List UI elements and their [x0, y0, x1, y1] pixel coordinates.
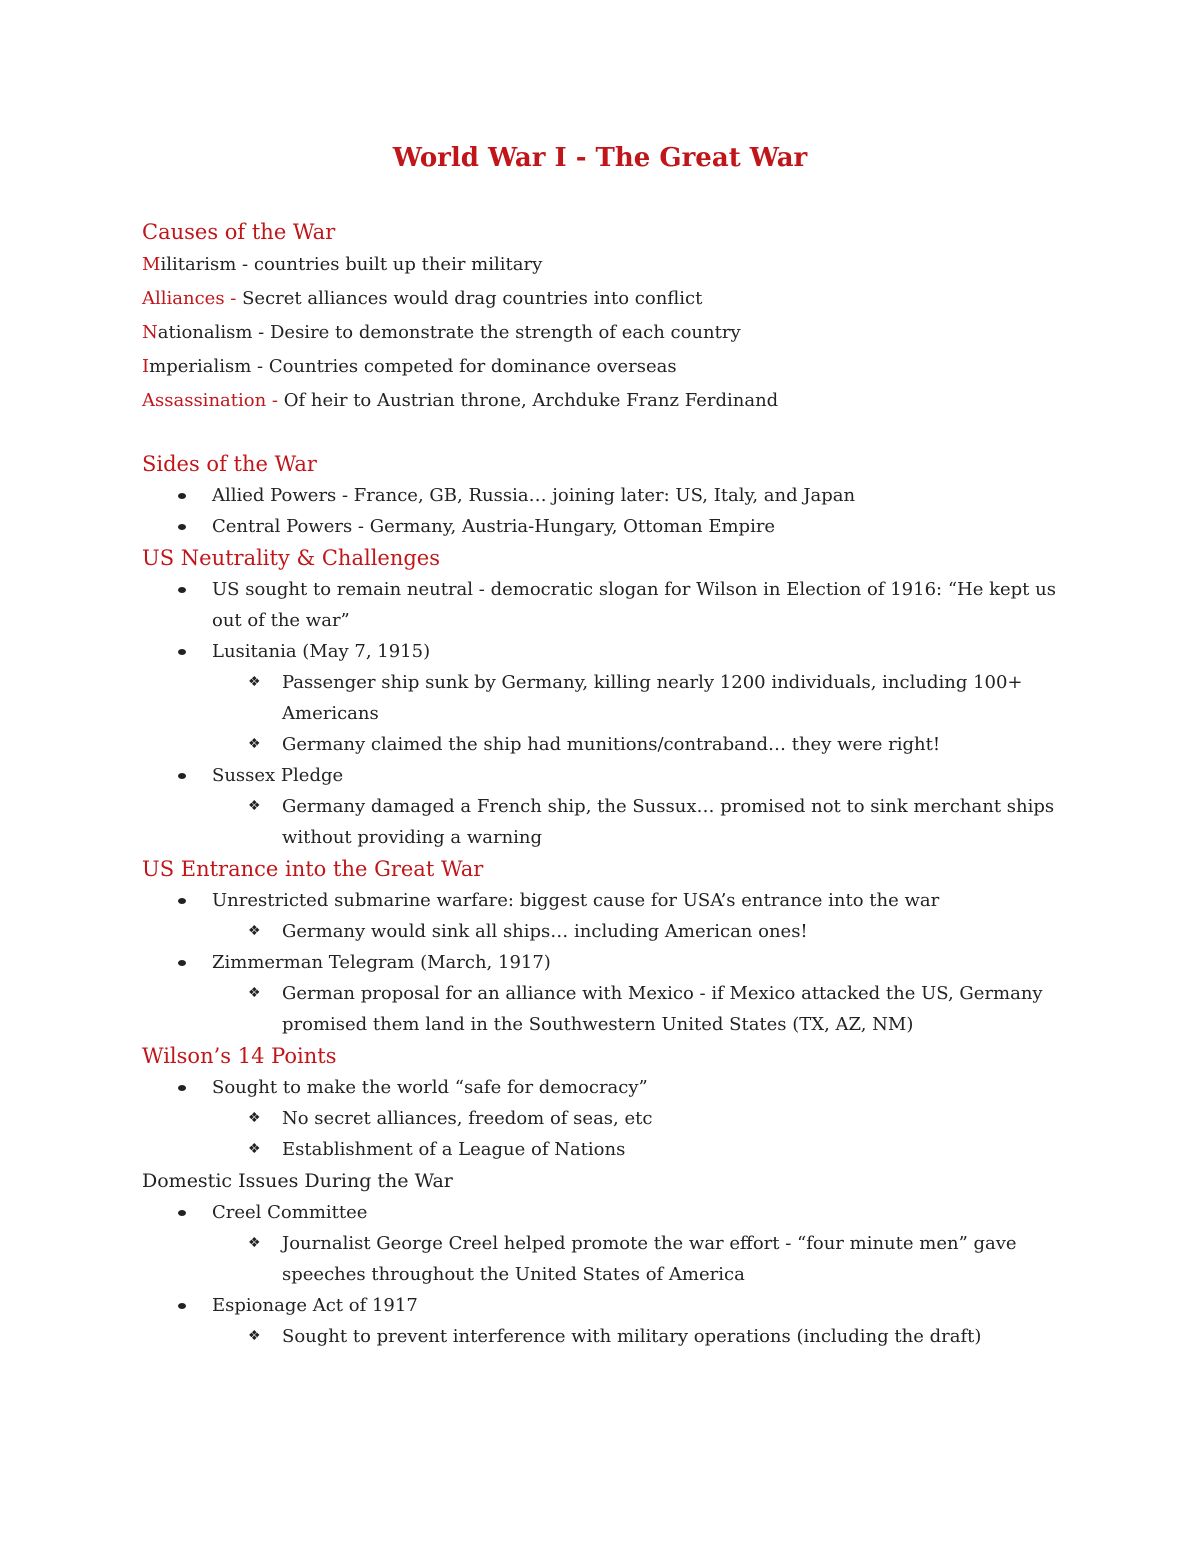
- bullet-icon: [178, 1210, 186, 1216]
- cause-assassination: Assassination - Of heir to Austrian throne, Archduke Franz Ferdinand: [142, 390, 779, 411]
- diamond-bullet-icon: ❖: [248, 1235, 261, 1251]
- sides-heading: Sides of the War: [142, 452, 317, 476]
- list-item: Sought to make the world “safe for democracy” ❖ No secret alliances, freedom of seas, etc ❖ Establishment of a League of Nations: [142, 1072, 1062, 1165]
- domestic-heading: Domestic Issues During the War: [142, 1170, 453, 1192]
- bullet-icon: [178, 493, 186, 499]
- sub-list-item: ❖ Passenger ship sunk by Germany, killing nearly 1200 individuals, including 100+ Americans: [212, 667, 1062, 729]
- sub-list-item: ❖ Sought to prevent interference with military operations (including the draft): [212, 1321, 1062, 1352]
- list-item: Creel Committee ❖ Journalist George Creel helped promote the war effort - “four minute men” gave speeches throughout the United States of America: [142, 1197, 1062, 1290]
- bullet-icon: [178, 1085, 186, 1091]
- list-item: Zimmerman Telegram (March, 1917) ❖ German proposal for an alliance with Mexico - if Mexico attacked the US, Germany promised them land in the Southwestern United States (TX, AZ, NM): [142, 947, 1062, 1040]
- diamond-bullet-icon: ❖: [248, 798, 261, 814]
- sub-list-item: ❖ Establishment of a League of Nations: [212, 1134, 1062, 1165]
- sub-list-item: ❖ No secret alliances, freedom of seas, etc: [212, 1103, 1062, 1134]
- bullet-icon: [178, 524, 186, 530]
- bullet-icon: [178, 649, 186, 655]
- bullet-icon: [178, 898, 186, 904]
- domestic-section: [142, 1165, 1062, 1352]
- list-item: US sought to remain neutral - democratic slogan for Wilson in Election of 1916: “He kept us out of the war”: [142, 574, 1062, 636]
- diamond-bullet-icon: ❖: [248, 1328, 261, 1344]
- cause-militarism: Militarism - countries built up their military: [142, 254, 543, 275]
- diamond-bullet-icon: ❖: [248, 1110, 261, 1126]
- sub-list-item: ❖ Germany would sink all ships… including American ones!: [212, 916, 1062, 947]
- document-page: [142, 140, 1062, 1352]
- list-item: Sussex Pledge ❖ Germany damaged a French ship, the Sussux… promised not to sink merchant ships without providing a warning: [142, 760, 1062, 853]
- list-item: Central Powers - Germany, Austria-Hungary, Ottoman Empire: [142, 511, 1062, 542]
- diamond-bullet-icon: ❖: [248, 923, 261, 939]
- diamond-bullet-icon: ❖: [248, 736, 261, 752]
- list-item: Espionage Act of 1917 ❖ Sought to prevent interference with military operations (including the draft): [142, 1290, 1062, 1352]
- list-item: Allied Powers - France, GB, Russia… joining later: US, Italy, and Japan: [142, 480, 1062, 511]
- bullet-icon: [178, 587, 186, 593]
- list-item: Lusitania (May 7, 1915) ❖ Passenger ship sunk by Germany, killing nearly 1200 individuals, including 100+ Americans ❖ Germany claimed the ship had munitions/contraband… they were right!: [142, 636, 1062, 760]
- diamond-bullet-icon: ❖: [248, 674, 261, 690]
- entrance-section: [142, 853, 1062, 1040]
- points-section: [142, 1040, 1062, 1165]
- bullet-icon: [178, 960, 186, 966]
- diamond-bullet-icon: ❖: [248, 1141, 261, 1157]
- sub-list-item: ❖ Germany claimed the ship had munitions/contraband… they were right!: [212, 729, 1062, 760]
- neutrality-heading: US Neutrality & Challenges: [142, 546, 441, 570]
- sides-section: [142, 448, 1062, 542]
- diamond-bullet-icon: ❖: [248, 985, 261, 1001]
- cause-imperialism: Imperialism - Countries competed for dominance overseas: [142, 356, 677, 377]
- sub-list-item: ❖ Journalist George Creel helped promote the war effort - “four minute men” gave speeches throughout the United States of America: [212, 1228, 1062, 1290]
- list-item: Unrestricted submarine warfare: biggest cause for USA’s entrance into the war ❖ Germany would sink all ships… including American ones!: [142, 885, 1062, 947]
- bullet-icon: [178, 1303, 186, 1309]
- entrance-heading: US Entrance into the Great War: [142, 857, 484, 881]
- cause-alliances: Alliances - Secret alliances would drag countries into conflict: [142, 288, 703, 309]
- sub-list-item: ❖ Germany damaged a French ship, the Sussux… promised not to sink merchant ships without providing a warning: [212, 791, 1062, 853]
- neutrality-section: [142, 542, 1062, 853]
- document-title: World War I - The Great War: [392, 143, 808, 173]
- causes-heading: Causes of the War: [142, 220, 336, 244]
- sub-list-item: ❖ German proposal for an alliance with Mexico - if Mexico attacked the US, Germany promised them land in the Southwestern United States (TX, AZ, NM): [212, 978, 1062, 1040]
- cause-nationalism: Nationalism - Desire to demonstrate the strength of each country: [142, 322, 741, 343]
- causes-section: [142, 216, 1062, 418]
- bullet-icon: [178, 773, 186, 779]
- points-heading: Wilson’s 14 Points: [142, 1044, 337, 1068]
